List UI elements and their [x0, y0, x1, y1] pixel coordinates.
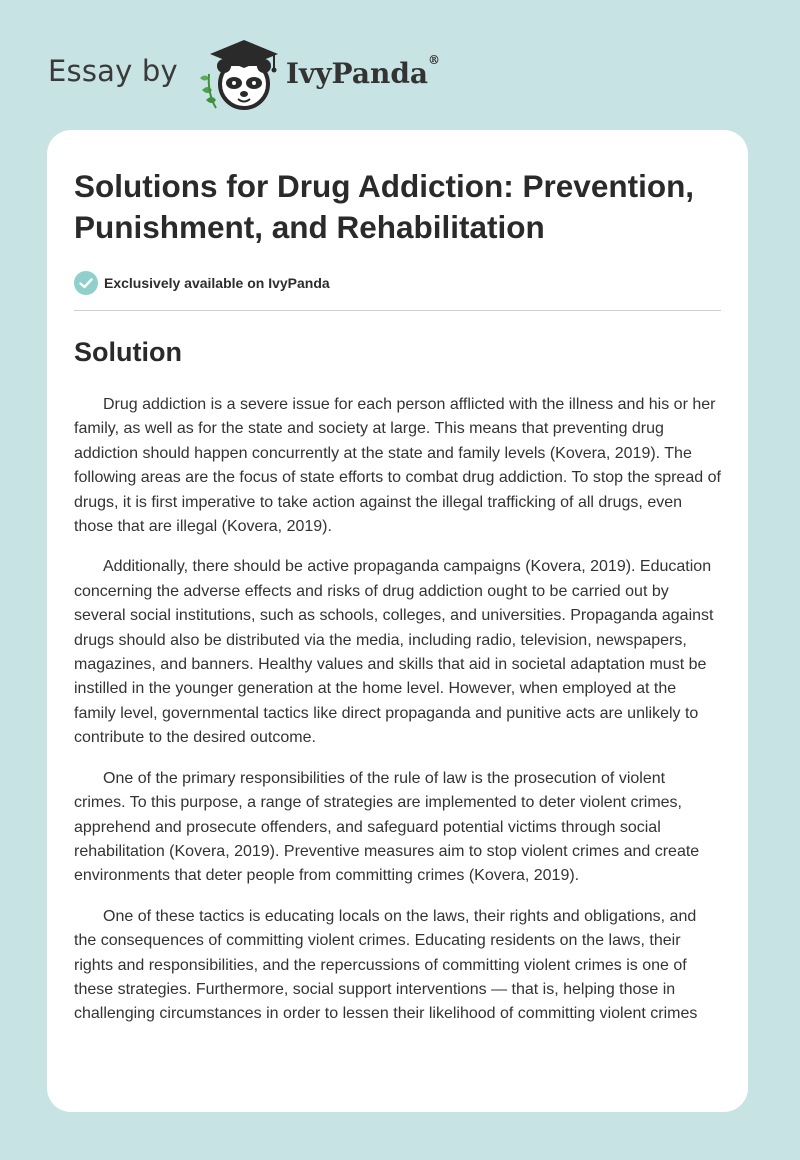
article-card — [47, 130, 748, 1112]
divider — [74, 310, 721, 311]
paragraph: One of the primary responsibilities of the rule of law is the prosecution of violent crimes. To this purpose, a range of strategies are implemented to deter violent crimes, apprehend and prosecute offenders, and safeguard potential victims through social rehabilitation (Kovera, 2019). Preventive measures aim to stop violent crimes and create environments that deter people from committing crimes (Kovera, 2019). — [74, 769, 700, 885]
essay-by-label: Essay by — [48, 54, 178, 88]
check-circle-icon — [74, 271, 98, 295]
paragraph: Additionally, there should be active propaganda campaigns (Kovera, 2019). Education concerning the adverse effects and risks of drug addiction ought to be carried out by several social institutions, such as schools, colleges, and universities. Propaganda against drugs should also be distributed via the media, including radio, television, newspapers, magazines, and banners. Healthy values and skills that aid in societal adaptation must be instilled in the younger generation at the home level. However, when employed at the family level, governmental tactics like direct propaganda and punitive acts are unlikely to contribute to the desired outcome. — [74, 558, 714, 747]
article-title: Solutions for Drug Addiction: Prevention, Punishment, and Rehabilitation — [74, 168, 695, 245]
brand-header — [48, 34, 440, 114]
registered-mark: ® — [428, 52, 441, 67]
exclusive-badge — [74, 270, 721, 296]
brand-name: IvyPanda® — [285, 52, 441, 90]
section-heading: Solution — [74, 337, 182, 367]
panda-graduate-icon — [196, 34, 282, 114]
paragraph: Drug addiction is a severe issue for each person afflicted with the illness and his or her family, as well as for the state and society at large. This means that preventing drug addiction should happen concurrently at the state and family levels (Kovera, 2019). The following areas are the focus of state efforts to combat drug addiction. To stop the spread of drugs, it is first imperative to take action against the illegal trafficking of all drugs, even those that are illegal (Kovera, 2019). — [74, 396, 721, 536]
paragraph: One of these tactics is educating locals on the laws, their rights and obligations, and the consequences of committing violent crimes. Educating residents on the laws, their rights and responsibilities, and the repercussions of committing violent crimes is one of these strategies. Furthermore, social support interventions — that is, helping those in challenging circumstances in order to lessen their likelihood of committing violent crimes — [74, 907, 698, 1023]
exclusive-text: Exclusively available on IvyPanda — [104, 275, 330, 291]
